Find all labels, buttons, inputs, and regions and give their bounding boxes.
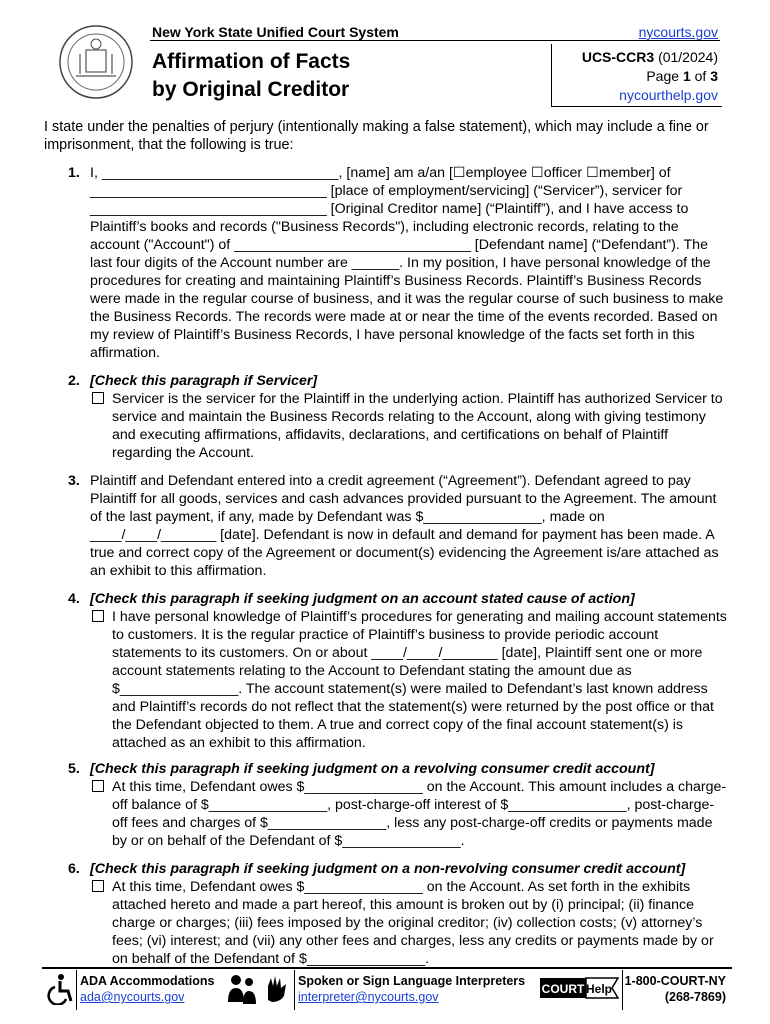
form-code: UCS-CCR3: [581, 49, 655, 65]
paragraph-6: [68, 860, 728, 968]
paragraph-4: [68, 590, 728, 752]
checkbox[interactable]: [92, 392, 104, 404]
checkbox-row: [90, 878, 728, 968]
paragraph-number: 3.: [68, 473, 80, 489]
page-total: 3: [710, 68, 718, 84]
page-number: 1: [682, 68, 691, 84]
paragraph-text: At this time, Defendant owes $_______________ on the Account. As set forth in the exhibits attached hereto and made a part hereof, this amount is broken out by (i) principal; (ii) finance charge or charges; (iii) fees imposed by the original creditor; (iv) collection costs; (v) attorney’s fees; (vi) interest; and (vii) any other fees and charges, less any credits or payments made by or on behalf of the Defendant of $_______________.: [112, 879, 714, 967]
wheelchair-icon: [46, 973, 74, 1005]
header-divider: [150, 40, 720, 41]
paragraph-number: 5.: [68, 761, 80, 777]
paragraph-number: 6.: [68, 861, 80, 877]
paragraph-5: [68, 760, 728, 850]
phone-number: (268-7869): [664, 990, 726, 1004]
paragraph-number: 1.: [68, 165, 80, 181]
title-line-2: by Original Creditor: [152, 78, 350, 101]
paragraph-heading: [Check this paragraph if seeking judgment on an account stated cause of action]: [90, 591, 635, 607]
paragraph-2: [68, 372, 728, 462]
interpreter-email-link[interactable]: interpreter@nycourts.gov: [298, 990, 439, 1004]
checkbox-row: [90, 778, 728, 850]
interpreter-icon: [226, 972, 258, 1006]
footer-separator: [622, 970, 623, 1010]
checkbox-row: [90, 390, 728, 462]
ada-email-link[interactable]: ada@nycourts.gov: [80, 990, 185, 1004]
checkbox[interactable]: [92, 780, 104, 792]
page-label: Page: [646, 68, 680, 84]
nycourts-link[interactable]: nycourts.gov: [638, 24, 718, 40]
court-help-logo: [540, 976, 620, 1000]
form-date: (01/2024): [658, 49, 718, 65]
sign-language-icon: [262, 972, 292, 1006]
paragraph-text: At this time, Defendant owes $_______________ on the Account. This amount includes a charge-off balance of $_______________, post-charge-off interest of $_______________, post-charge-off fees and charges of $_______________, less any post-charge-off credits or payments made by or on behalf of the Defendant of $_______________.: [112, 779, 727, 849]
phone-label: 1-800-COURT-NY: [624, 974, 726, 988]
checkbox[interactable]: [92, 610, 104, 622]
interpreter-label: Spoken or Sign Language Interpreters: [298, 974, 526, 988]
nycourthelp-link[interactable]: nycourthelp.gov: [619, 87, 718, 103]
paragraph-number: 2.: [68, 373, 80, 389]
title-line-1: Affirmation of Facts: [152, 50, 351, 73]
agency-name: New York State Unified Court System: [152, 24, 399, 40]
paragraph-number: 4.: [68, 591, 80, 607]
paragraph-heading: [Check this paragraph if Servicer]: [90, 373, 318, 389]
paragraph-text: I have personal knowledge of Plaintiff’s procedures for generating and mailing account statements to customers. It is the regular practice of Plaintiff’s business to provide periodic account statements to its customers. On or about ____/____/_______ [date], Plaintiff sent one or more account statements relating to the Account to Defendant stating the amount due as $_______________. The account statement(s) were mailed to Defendant’s last known address and Plaintiff’s records do not reflect that the statement(s) were returned by the post office or that the Defendant objected to them. A true and correct copy of the final account statement(s) is attached as an exhibit to this affirmation.: [112, 609, 727, 751]
checkbox[interactable]: [92, 880, 104, 892]
paragraph-heading: [Check this paragraph if seeking judgment on a revolving consumer credit account]: [90, 761, 655, 777]
paragraph-heading: [Check this paragraph if seeking judgment on a non-revolving consumer credit account]: [90, 861, 686, 877]
intro-statement: I state under the penalties of perjury (intentionally making a false statement), which may include a fine or imprisonment, that the following is true:: [44, 119, 709, 153]
page-of: of: [694, 68, 707, 84]
court-help-word1: COURT: [541, 982, 585, 996]
page-title: [152, 48, 350, 104]
paragraph-1: [68, 164, 728, 362]
ada-label: ADA Accommodations: [80, 974, 215, 988]
footer-divider: [42, 967, 732, 969]
paragraph-3: [68, 472, 728, 580]
ny-seal-icon: [58, 24, 134, 100]
interpreter-contact: [298, 973, 525, 1005]
paragraph-text: Plaintiff and Defendant entered into a credit agreement (“Agreement”). Defendant agreed to pay Plaintiff for all goods, services and cash advances provided pursuant to the Agreement. The amount of the last payment, if any, made by Defendant was $_______________, made on ____/____/_______ [date]. Defendant is now in default and demand for payment has been made. A true and correct copy of the Agreement or document(s) evidencing the Agreement is/are attached as an exhibit to this affirmation.: [90, 473, 719, 579]
footer-separator: [294, 970, 295, 1010]
form-info: [582, 48, 718, 105]
ada-contact: [80, 973, 215, 1005]
paragraph-text: I, ______________________________, [name] am a/an [☐employee ☐officer ☐member] of ______________________________ [place of employment/servicing] (“Servicer”), servicer for ______________________________ [Original Creditor name] (“Plaintiff”), and I have access to Plaintiff’s books and records ("Business Records"), including electronic records, relating to the account ("Account") of ______________________________ [Defendant name] (“Defendant”). The last four digits of the Account number are ______. In my position, I have personal knowledge of the procedures for creating and maintaining Plaintiff’s Business Records. Plaintiff’s Business Records were made in the regular course of business, and it was the regular course of such business to make the Business Records. The records were made at or near the time of the events recorded. Based on my review of Plaintiff’s Business Records, I have personal knowledge of the facts set forth in this affirmation.: [90, 165, 724, 361]
phone-contact: [625, 973, 726, 1005]
footer-separator: [76, 970, 77, 1010]
court-help-word2: Help: [585, 982, 613, 996]
paragraph-text: Servicer is the servicer for the Plaintiff in the underlying action. Plaintiff has authorized Servicer to service and maintain the Business Records relating to the Account, along with giving testimony and executing affirmations, affidavits, declarations, and certifications on behalf of Plaintiff regarding the Account.: [112, 391, 723, 461]
checkbox-row: [90, 608, 728, 752]
